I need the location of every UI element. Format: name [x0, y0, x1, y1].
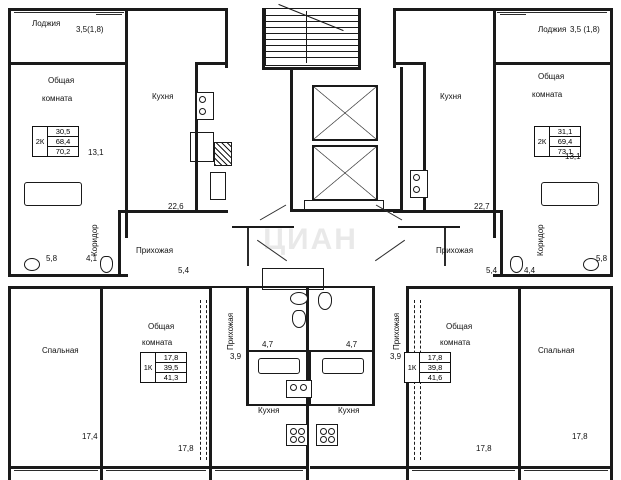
room-label-living-br-2: комната [440, 338, 471, 347]
wall [8, 62, 11, 277]
wall [372, 286, 375, 406]
loggia-glazing [500, 14, 526, 15]
wall [100, 286, 212, 289]
room-label-kitchen-tr: Кухня [440, 92, 462, 101]
toilet [292, 310, 306, 328]
elevator-lobby [304, 200, 384, 212]
stove [286, 424, 308, 446]
apartment-total-area: 39,5 [156, 363, 186, 373]
apartment-total-area: 39,8 [420, 363, 450, 373]
wall [290, 67, 293, 212]
apartment-area-with-loggia: 41,6 [427, 373, 443, 382]
room-label-hall-bl: Прихожая [226, 312, 235, 350]
room-label-living-bl: Общая [148, 322, 175, 331]
wall [195, 62, 228, 65]
apartment-area-with-loggia: 41,3 [163, 373, 179, 382]
area-17-8-c: 17,8 [572, 432, 588, 441]
bathtub [322, 358, 364, 374]
apartment-living-area: 31,1 [550, 127, 580, 137]
apartment-info-1k-left [140, 352, 187, 383]
toilet [510, 256, 523, 273]
apartment-area-with-loggia: 73,1 [557, 147, 573, 156]
room-label-bedroom-br: Спальная [538, 346, 575, 355]
door-swing [375, 240, 405, 261]
elevator-shaft [312, 85, 378, 141]
area-4-1: 4,1 [86, 254, 98, 263]
area-22-7: 22,7 [474, 202, 490, 211]
wall [8, 286, 11, 472]
apartment-info-1k-right [404, 352, 451, 383]
wall [310, 466, 613, 469]
wall [225, 8, 228, 68]
loggia-glazing [96, 14, 122, 15]
wall [209, 286, 212, 472]
wall [393, 8, 613, 11]
room-label-corridor-right: Коридор [536, 224, 545, 256]
room-label-living-bl-2: комната [142, 338, 173, 347]
wall [118, 210, 121, 277]
room-label-living-tr-2: комната [532, 90, 563, 99]
stove [316, 424, 338, 446]
apartment-info-2k-left [32, 126, 79, 157]
stove [286, 380, 312, 398]
wall [209, 466, 212, 480]
window [106, 470, 206, 471]
wall [246, 286, 249, 406]
bathtub [541, 182, 599, 206]
wall [500, 210, 503, 277]
stove [410, 170, 428, 198]
window [412, 470, 515, 471]
wall [8, 466, 11, 480]
room-label-living-tl-2: комната [42, 94, 73, 103]
wall [610, 8, 613, 68]
area-17-8-b: 17,8 [476, 444, 492, 453]
area-3-9-left: 3,9 [230, 352, 242, 361]
area-4-7-left: 4,7 [262, 340, 274, 349]
window [497, 12, 607, 13]
wall [493, 274, 613, 277]
room-label-living-tl: Общая [48, 76, 75, 85]
wall [493, 62, 613, 65]
room-label-corridor-left: Коридор [90, 224, 99, 256]
room-label-living-tr: Общая [538, 72, 565, 81]
room-label-hall-right: Прихожая [436, 246, 474, 255]
area-13-1-right: 13,1 [565, 152, 581, 161]
area-17-4: 17,4 [82, 432, 98, 441]
door-swing [260, 205, 286, 221]
apartment-living-area: 17,8 [156, 353, 186, 363]
window [14, 12, 124, 13]
sink [24, 258, 40, 271]
wall [400, 67, 403, 212]
area-22-6: 22,6 [168, 202, 184, 211]
elevator-shaft [312, 145, 378, 201]
wall [393, 8, 396, 68]
area-13-1-left: 13,1 [88, 148, 104, 157]
apartment-type: 2К [33, 127, 48, 156]
apartment-total-area: 68,4 [48, 137, 78, 147]
wall [8, 8, 228, 11]
apartment-total-area: 69,4 [550, 137, 580, 147]
wall [306, 466, 309, 480]
room-label-loggia-tl: Лоджия [32, 19, 61, 28]
area-5-4-left: 5,4 [178, 266, 190, 275]
area-5-8-right: 5,8 [596, 254, 608, 263]
area-4-4: 4,4 [524, 266, 536, 275]
wall [610, 466, 613, 480]
room-label-loggia-tr: Лоджия [538, 25, 567, 34]
apartment-type: 2К [535, 127, 550, 156]
bathtub [24, 182, 82, 206]
wall [610, 62, 613, 277]
wall [393, 62, 426, 65]
toilet [100, 256, 113, 273]
area-4-7-right: 4,7 [346, 340, 358, 349]
wall [518, 286, 613, 289]
wall [518, 466, 521, 480]
room-label-kitchen-tl: Кухня [152, 92, 174, 101]
wall [8, 274, 128, 277]
area-17-8-a: 17,8 [178, 444, 194, 453]
wall [100, 466, 103, 480]
wall [610, 286, 613, 472]
kitchen-unit [190, 132, 214, 162]
wall [100, 286, 103, 472]
window [524, 470, 608, 471]
room-label-hall-left: Прихожая [136, 246, 174, 255]
watermark: ЦИАН [263, 223, 358, 256]
wall [8, 286, 103, 289]
area-3-9-right: 3,9 [390, 352, 402, 361]
window [14, 470, 98, 471]
apartment-living-area: 30,5 [48, 127, 78, 137]
wall [398, 226, 460, 228]
room-label-kitchen-br: Кухня [338, 406, 360, 415]
room-label-living-br: Общая [446, 322, 473, 331]
apartment-living-area: 17,8 [420, 353, 450, 363]
apartment-type: 1К [405, 353, 420, 382]
wall [262, 67, 361, 70]
wall [8, 62, 128, 65]
wall [518, 286, 521, 472]
wall [125, 8, 128, 238]
bathroom-block [262, 268, 324, 290]
area-5-4-right: 5,4 [486, 266, 498, 275]
room-label-kitchen-bl: Кухня [258, 406, 280, 415]
staircase [265, 8, 359, 66]
wall [406, 286, 518, 289]
wall [8, 466, 308, 469]
apartment-area-with-loggia: 70,2 [55, 147, 71, 156]
room-label-hall-br: Прихожая [392, 312, 401, 350]
bathtub [258, 358, 300, 374]
wall [406, 466, 409, 480]
stove [196, 92, 214, 120]
wall [8, 8, 11, 68]
apartment-type: 1К [141, 353, 156, 382]
sink [290, 292, 308, 305]
partition-dashed [200, 300, 201, 460]
room-label-loggia-tl-area: 3,5(1,8) [76, 25, 104, 34]
wall [249, 350, 373, 352]
wall [247, 228, 249, 266]
room-label-bedroom-bl: Спальная [42, 346, 79, 355]
kitchen-unit [210, 172, 226, 200]
partition-dashed [206, 300, 207, 460]
area-5-8-left: 5,8 [46, 254, 58, 263]
window [215, 470, 303, 471]
ventilation-shaft [214, 142, 232, 166]
room-label-loggia-tr-area: 3,5 (1,8) [570, 25, 600, 34]
toilet [318, 292, 332, 310]
wall [493, 8, 496, 238]
